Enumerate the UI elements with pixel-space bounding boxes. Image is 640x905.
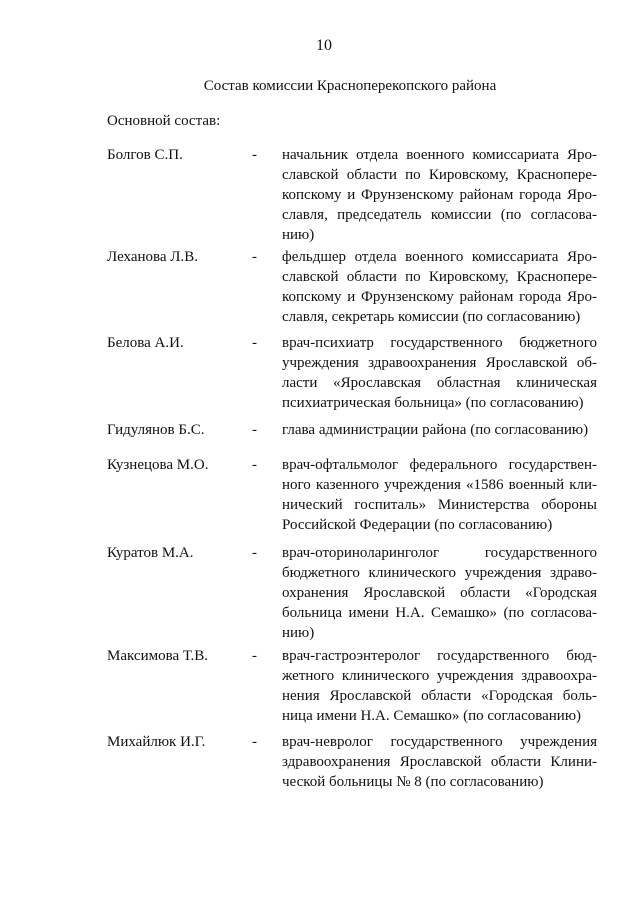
member-name: Кузнецова М.О. xyxy=(107,457,209,473)
member-dash: - xyxy=(252,457,257,473)
member-entry xyxy=(0,145,640,245)
member-role: глава администрации района (по согласованию) xyxy=(282,422,589,438)
member-name: Гидулянов Б.С. xyxy=(107,422,205,438)
member-dash: - xyxy=(252,545,257,561)
member-role: врач-психиатр государственного бюджетного учреждения здравоохранения Ярославской области «Ярославская областная клиническая психиатрическая больница» (по согласованию) xyxy=(282,335,597,411)
member-entry xyxy=(0,455,640,555)
member-role: врач-оториноларинголог государственного бюджетного клинического учреждения здравоохранения Ярославской области «Городская больница имени Н.А. Семашко» (по согласованию) xyxy=(282,545,597,641)
member-entry xyxy=(0,543,640,643)
member-entry xyxy=(0,732,640,832)
section-label: Основной состав: xyxy=(107,113,221,129)
member-dash: - xyxy=(252,648,257,664)
member-name: Максимова Т.В. xyxy=(107,648,209,664)
member-name: Михайлюк И.Г. xyxy=(107,734,206,750)
member-name: Леханова Л.В. xyxy=(107,249,198,265)
member-dash: - xyxy=(252,249,257,265)
member-entry xyxy=(0,333,640,433)
member-dash: - xyxy=(252,422,257,438)
member-role: врач-гастроэнтеролог государственного бюджетного клинического учреждения здравоохранения Ярославской области «Городская больница имени Н.А. Семашко» (по согласованию) xyxy=(282,648,597,724)
member-entry xyxy=(0,247,640,347)
page-number: 10 xyxy=(316,37,332,54)
member-dash: - xyxy=(252,734,257,750)
member-role: врач-невролог государственного учреждения здравоохранения Ярославской области Клинической больницы № 8 (по согласованию) xyxy=(282,734,597,790)
member-role: начальник отдела военного комиссариата Ярославской области по Кировскому, Красноперeкопскому и Фрунзенскому районам города Ярославля, председатель комиссии (по согласованию) xyxy=(282,147,597,243)
member-dash: - xyxy=(252,147,257,163)
member-role: фельдшер отдела военного комиссариата Ярославской области по Кировскому, Красноперeкопскому и Фрунзенскому районам города Ярославля, секретарь комиссии (по согласованию) xyxy=(282,249,597,325)
member-name: Куратов М.А. xyxy=(107,545,194,561)
member-name: Белова А.И. xyxy=(107,335,184,351)
member-entry xyxy=(0,646,640,746)
member-dash: - xyxy=(252,335,257,351)
page-title: Состав комиссии Красноперекопского района xyxy=(203,78,497,94)
member-role: врач-офтальмолог федерального государственного казенного учреждения «1586 военный клинический госпиталь» Министерства обороны Российской Федерации (по согласованию) xyxy=(282,457,597,533)
member-name: Болгов С.П. xyxy=(107,147,183,163)
